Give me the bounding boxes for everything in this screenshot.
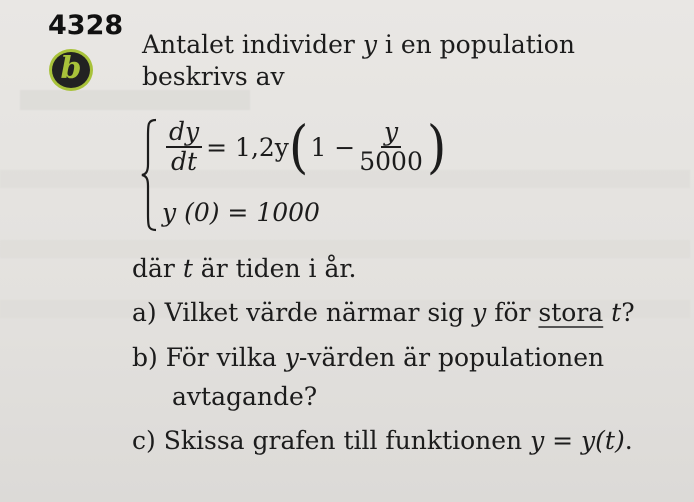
- question-c-label: c): [132, 426, 156, 455]
- intro-text-b: i en population: [376, 30, 575, 59]
- question-a-text-c: [603, 298, 611, 327]
- differential-equation: [162, 113, 447, 181]
- question-a: [132, 298, 635, 327]
- question-a-text-a: Vilket värde närmar sig: [164, 298, 473, 327]
- derivative-denominator: dt: [171, 147, 198, 176]
- where-line: [132, 254, 357, 283]
- question-c-formula: y = y(t): [530, 426, 625, 455]
- question-b: [132, 343, 604, 372]
- question-b-variable: y: [284, 343, 299, 372]
- one-minus: 1 −: [310, 132, 356, 162]
- equation-system: [140, 113, 447, 234]
- equation-coefficient: = 1,2y: [206, 132, 289, 162]
- left-paren: (: [288, 113, 309, 181]
- question-a-text-d: ?: [621, 298, 635, 327]
- derivative-numerator: dy: [166, 118, 202, 148]
- inner-denominator: 5000: [359, 147, 423, 176]
- question-b-text-a: För vilka: [165, 343, 285, 372]
- question-a-underlined: stora: [538, 298, 604, 327]
- where-variable: t: [182, 254, 193, 283]
- question-b-line-2: avtagande?: [172, 382, 318, 411]
- intro-text-a: Antalet individer: [142, 30, 363, 59]
- level-badge-icon: b: [52, 52, 90, 88]
- where-text-b: är tiden i år.: [192, 254, 357, 283]
- question-a-text-b: för: [486, 298, 539, 327]
- question-b-text-b: -värden är populationen: [298, 343, 605, 372]
- question-c-text-b: .: [624, 426, 633, 455]
- question-a-variable: y: [472, 298, 487, 327]
- right-paren: ): [426, 113, 447, 181]
- inner-numerator: y: [381, 118, 401, 148]
- inner-fraction: [359, 118, 423, 176]
- intro-line-2: beskrivs av: [142, 62, 285, 91]
- initial-condition: y (0) = 1000: [162, 198, 320, 227]
- question-c-text-a: Skissa grafen till funktionen: [163, 426, 531, 455]
- intro-line-1: [142, 30, 575, 59]
- derivative-fraction: [166, 118, 202, 176]
- question-a-variable-2: t: [611, 298, 622, 327]
- intro-variable: y: [362, 30, 377, 59]
- question-c: [132, 426, 633, 455]
- question-a-label: a): [132, 298, 157, 327]
- problem-number: 4328: [48, 10, 124, 41]
- curly-brace-icon: [140, 116, 160, 234]
- question-b-label: b): [132, 343, 158, 372]
- where-text-a: där: [132, 254, 183, 283]
